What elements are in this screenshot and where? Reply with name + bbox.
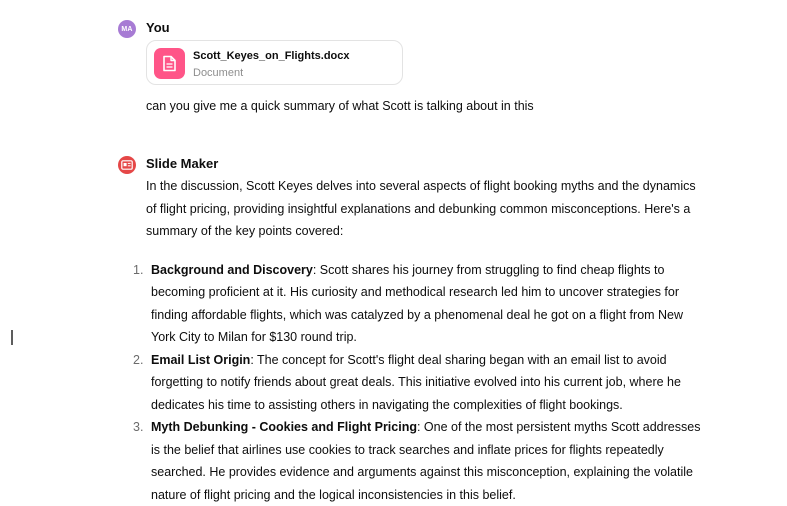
assistant-reply (146, 175, 706, 506)
attachment-card[interactable] (146, 40, 403, 85)
text-cursor (11, 330, 13, 345)
list-item-term: Email List Origin (151, 353, 250, 367)
user-message: can you give me a quick summary of what Scott is talking about in this (146, 99, 534, 113)
list-item-term: Myth Debunking - Cookies and Flight Pricing (151, 420, 417, 434)
list-item-text: : The concept for Scott's flight deal sharing began with an email list to avoid forgetting to notify friends about great deals. This initiative evolved into his current job, where he dedicates his time to assisting others in navigating the complexities of flight bookings. (151, 353, 681, 412)
assistant-name: Slide Maker (146, 156, 218, 171)
reply-intro: In the discussion, Scott Keyes delves into several aspects of flight booking myths and the dynamics of flight pricing, providing insightful explanations and debunking common misconceptions. Here's a summary of the key points covered: (146, 175, 706, 243)
list-item-text: : Scott shares his journey from struggling to find cheap flights to becoming proficient at it. His curiosity and methodical research led him to uncover strategies for finding affordable flights, which was catalyzed by a phenomenal deal he got on a flight from New York City to Milan for $130 round trip. (151, 263, 683, 345)
list-item-number: 1. (133, 259, 143, 282)
attachment-file-name: Scott_Keyes_on_Flights.docx (193, 50, 350, 62)
list-item (146, 259, 706, 349)
list-item-text: : One of the most persistent myths Scott addresses is the belief that airlines use cookies to track searches and inflate prices for flights repeatedly searched. He provides evidence and arguments against this misconception, explaining the volatile nature of flight pricing and the logical inconsistencies in this belief. (151, 420, 700, 502)
user-avatar (118, 20, 136, 38)
attachment-file-type: Document (193, 67, 243, 79)
document-icon (154, 48, 185, 79)
list-item-number: 3. (133, 416, 143, 439)
list-item (146, 349, 706, 417)
list-item-number: 2. (133, 349, 143, 372)
key-points-list (146, 259, 706, 506)
user-avatar-initials: MA (121, 26, 132, 33)
list-item (146, 416, 706, 506)
slides-icon (118, 156, 136, 174)
list-item-term: Background and Discovery (151, 263, 313, 277)
user-name: You (146, 20, 170, 35)
